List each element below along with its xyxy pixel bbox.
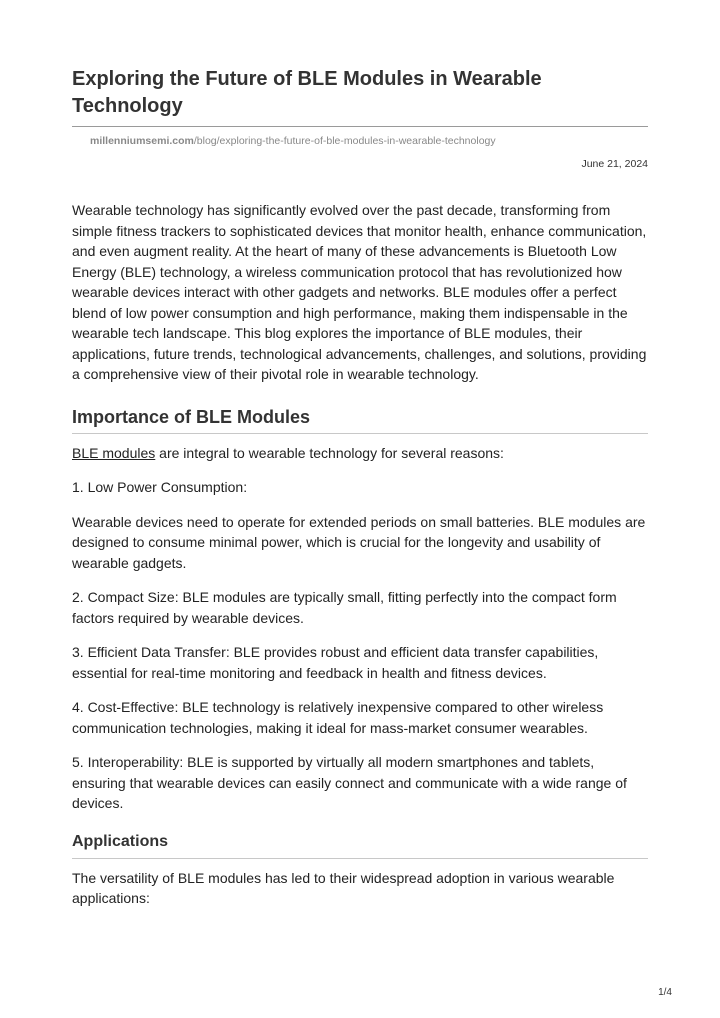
point-1-label: 1. Low Power Consumption: — [72, 479, 248, 495]
publish-date: June 21, 2024 — [581, 158, 648, 170]
intro-paragraph: Wearable technology has significantly evolved over the past decade, transforming from simple fitness trackers to sophisticated devices that monitor health, enhance communication, and even augment reality. At the heart of many of these advancements is Bluetooth Low Energy (BLE) technology, a wireless communication protocol that has revolutionized how wearable devices interact with other gadgets and networks. BLE modules offer a perfect blend of low power consumption and high performance, making them indispensable in the wearable tech landscape. This blog explores the importance of BLE modules, their applications, future trends, technological advancements, challenges, and solutions, providing a comprehensive view of their pivotal role in wearable technology. — [72, 202, 647, 382]
page-title: Exploring the Future of BLE Modules in Wearable Technology — [72, 68, 542, 117]
point-3: 3. Efficient Data Transfer: BLE provides robust and efficient data transfer capabilities, essential for real-time monitoring and feedback in health and fitness devices. — [72, 644, 599, 681]
importance-lead-text: are integral to wearable technology for several reasons: — [155, 444, 504, 461]
applications-text: The versatility of BLE modules has led to their widespread adoption in various wearable applications: — [72, 869, 615, 906]
article-body — [72, 200, 648, 909]
source-domain: millenniumsemi.com — [90, 135, 194, 147]
source-url — [90, 134, 496, 148]
point-2: 2. Compact Size: BLE modules are typically small, fitting perfectly into the compact form factors required by wearable devices. — [72, 589, 617, 626]
point-1-text: Wearable devices need to operate for extended periods on small batteries. BLE modules are designed to consume minimal power, which is crucial for the longevity and usability of wearable gadgets. — [72, 513, 646, 571]
point-5: 5. Interoperability: BLE is supported by virtually all modern smartphones and tablets, ensuring that wearable devices can easily connect and communicate with a wide range of devices. — [72, 754, 627, 811]
importance-lead — [72, 443, 648, 464]
title-divider — [72, 126, 648, 127]
source-path: /blog/exploring-the-future-of-ble-modules-in-wearable-technology — [193, 135, 496, 147]
ble-modules-link[interactable]: BLE modules — [72, 444, 156, 461]
importance-heading: Importance of BLE Modules — [72, 405, 648, 434]
page-number: 1/4 — [658, 987, 672, 998]
point-4: 4. Cost-Effective: BLE technology is relatively inexpensive compared to other wireless communication technologies, making it ideal for mass-market consumer wearables. — [72, 699, 604, 736]
applications-heading: Applications — [72, 831, 648, 859]
